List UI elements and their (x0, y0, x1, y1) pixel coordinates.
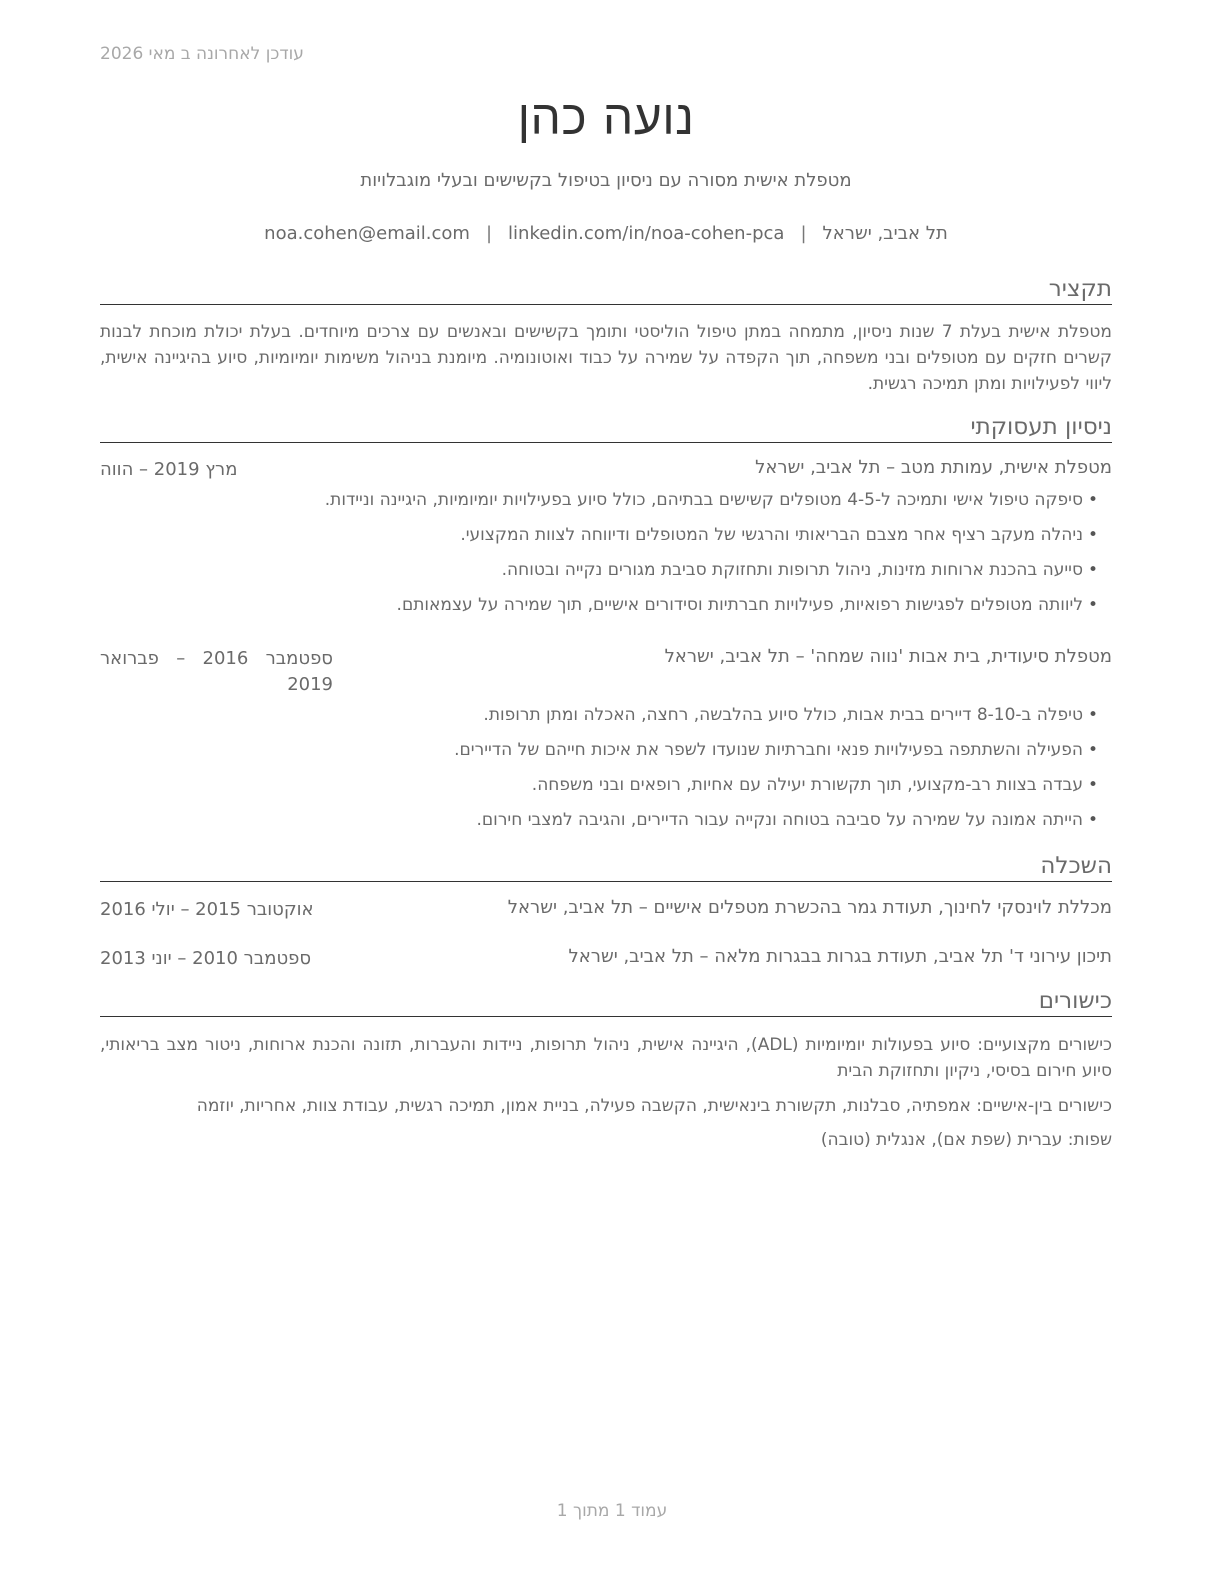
contact-separator: | (800, 223, 807, 244)
contact-email[interactable]: noa.cohen@email.com (264, 223, 470, 244)
education-title: מכללת לוינסקי לחינוך, תעודת גמר בהכשרת מטפלים אישיים – תל אביב, ישראל (507, 897, 1112, 918)
job-bullets (236, 703, 1096, 843)
skills-interpersonal: כישורים בין-אישיים: אמפתיה, סבלנות, תקשורת בינאישית, הקשבה פעילה, בניית אמון, תמיכה רגשית, עבודת צוות, אחריות, יוזמה (196, 1096, 1112, 1116)
resume-page (100, 0, 1112, 1584)
education-heading: השכלה (100, 852, 1112, 882)
contact-linkedin[interactable]: linkedin.com/in/noa-cohen-pca (508, 223, 785, 244)
list-item: • הפעילה והשתתפה בפעילויות פנאי וחברתיות שנועדו לשפר את איכות חייהם של הדיירים. (236, 738, 1096, 773)
skills-languages: שפות: עברית (שפת אם), אנגלית (טובה) (820, 1130, 1112, 1150)
list-item: • סיפקה טיפול אישי ותמיכה ל-4-5 מטופלים קשישים בבתיהם, כולל סיוע בפעילויות יומיומיות, היגיינה וניידות. (236, 488, 1096, 523)
education-date: אוקטובר 2015 – יולי 2016 (100, 899, 314, 920)
job-title: מטפלת סיעודית, בית אבות 'נווה שמחה' – תל אביב, ישראל (664, 646, 1112, 667)
experience-heading: ניסיון תעסוקתי (100, 413, 1112, 443)
contact-line (100, 223, 1112, 244)
job-bullets (236, 488, 1096, 628)
education-title: תיכון עירוני ד' תל אביב, תעודת בגרות בבגרות מלאה – תל אביב, ישראל (568, 946, 1112, 967)
skills-professional: כישורים מקצועיים: סיוע בפעולות יומיומיות (ADL), היגיינה אישית, ניהול תרופות, ניידות והעברות, תזונה והכנת ארוחות, ניטור מצב בריאותי, סיוע חירום בסיסי, ניקיון ותחזוקת הבית (100, 1035, 1113, 1081)
summary-heading: תקציר (100, 275, 1112, 305)
list-item: • ניהלה מעקב רציף אחר מצבם הבריאותי והרגשי של המטופלים ודיווחה לצוות המקצועי. (236, 523, 1096, 558)
skills-heading: כישורים (100, 987, 1112, 1017)
contact-location: תל אביב, ישראל (822, 223, 948, 244)
page-number: עמוד 1 מתוך 1 (556, 1501, 668, 1521)
list-item: • ליוותה מטופלים לפגישות רפואיות, פעילויות חברתיות וסידורים אישיים, תוך שמירה על עצמאותם. (236, 593, 1096, 628)
summary-text: מטפלת אישית בעלת 7 שנות ניסיון, מתמחה במתן טיפול הוליסטי ותומך בקשישים ובאנשים עם צרכים מיוחדים. בעלת יכולת מוכחת לבנות קשרים חזקים עם מטופלים ובני משפחה, תוך הקפדה על שמירה על כבוד ואוטונומיה. מיומנת בניהול משימות יומיומיות, סיוע בהיגיינה אישית, ליווי לפעילויות ומתן תמיכה רגשית. (100, 322, 1112, 394)
job-title: מטפלת אישית, עמותת מטב – תל אביב, ישראל (755, 457, 1112, 478)
list-item: • הייתה אמונה על שמירה על סביבה בטוחה ונקייה עבור הדיירים, והגיבה למצבי חירום. (236, 808, 1096, 843)
list-item: • עבדה בצוות רב-מקצועי, תוך תקשורת יעילה עם אחיות, רופאים ובני משפחה. (236, 773, 1096, 808)
last-updated: עודכן לאחרונה ב מאי 2026 (100, 44, 304, 64)
education-date: ספטמבר 2010 – יוני 2013 (100, 948, 312, 969)
contact-separator: | (485, 223, 493, 244)
job-date: מרץ 2019 – הווה (100, 459, 238, 480)
list-item: • סייעה בהכנת ארוחות מזינות, ניהול תרופות ותחזוקת סביבת מגורים נקייה ובטוחה. (236, 558, 1096, 593)
candidate-name: נועה כהן (517, 90, 695, 146)
job-date: ספטמבר 2016 – פברואר 2019 (100, 648, 333, 695)
candidate-subtitle: מטפלת אישית מסורה עם ניסיון בטיפול בקשישים ובעלי מוגבלויות (360, 170, 852, 191)
list-item: • טיפלה ב-8-10 דיירים בבית אבות, כולל סיוע בהלבשה, רחצה, האכלה ומתן תרופות. (236, 703, 1096, 738)
